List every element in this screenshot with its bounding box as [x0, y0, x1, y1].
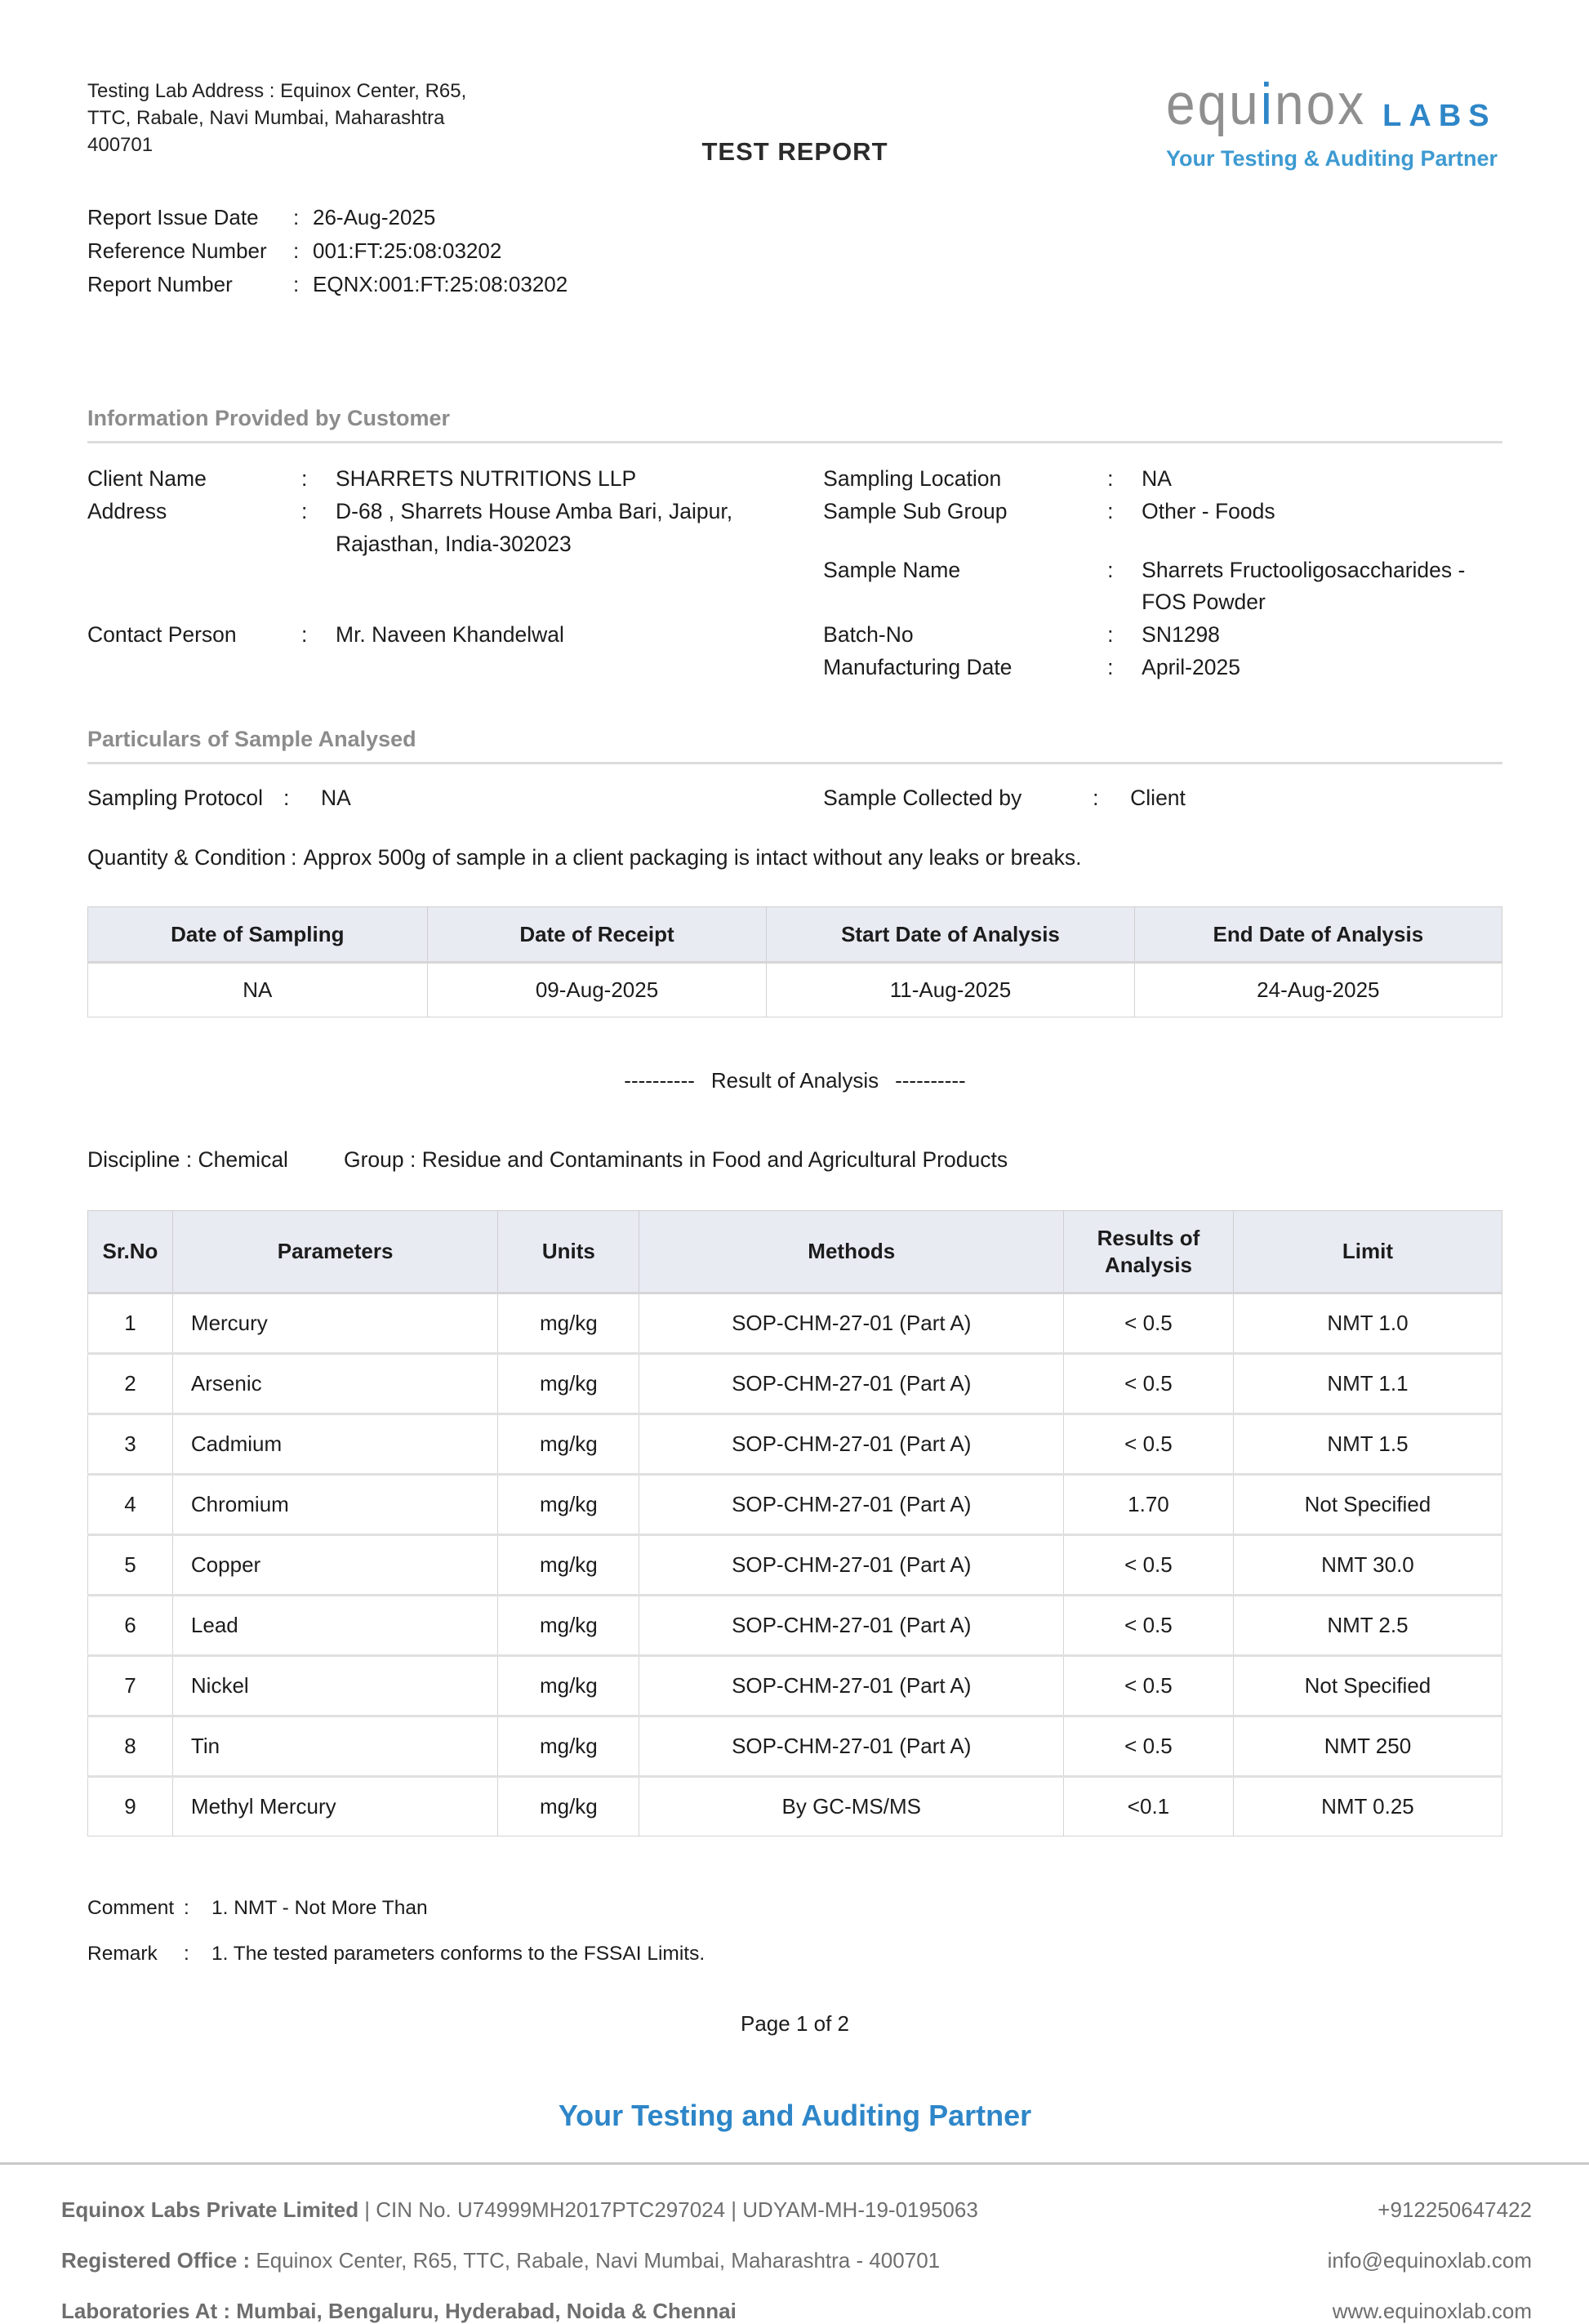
date-table-header-cell: Start Date of Analysis: [767, 906, 1134, 963]
meta-colon: :: [293, 238, 300, 264]
footer-row-office: [61, 2248, 1532, 2273]
cell-limit: NMT 1.1: [1233, 1354, 1502, 1414]
cell-result: < 0.5: [1064, 1293, 1234, 1354]
cell-srno: 5: [88, 1535, 173, 1596]
particulars-label: Sample Collected by: [823, 785, 1022, 810]
meta-colon: :: [293, 272, 300, 297]
section-title-customer-info: Information Provided by Customer: [87, 406, 1502, 443]
results-table-row: [88, 1535, 1502, 1596]
particulars-colon: :: [1093, 785, 1099, 810]
info-label: Address: [87, 498, 167, 523]
logo-wordmark: [1165, 71, 1498, 138]
customer-info-right-column: [823, 463, 1502, 684]
date-table-header-cell: Date of Sampling: [88, 906, 428, 963]
remark-text: 1. The tested parameters conforms to the FSSAI Limits.: [211, 1943, 705, 1966]
info-label: Sample Sub Group: [823, 498, 1008, 523]
reference-number-row: [87, 234, 1502, 268]
footer-email: info@equinoxlab.com: [1327, 2248, 1532, 2273]
meta-colon: :: [293, 205, 300, 229]
results-of-analysis-table: [87, 1210, 1502, 1836]
batch-no-row: [823, 619, 1502, 652]
cell-result: 1.70: [1064, 1475, 1234, 1535]
cell-units: mg/kg: [498, 1354, 639, 1414]
results-table-header-row: [88, 1211, 1502, 1293]
cell-units: mg/kg: [498, 1475, 639, 1535]
results-table-row: [88, 1656, 1502, 1716]
cell-limit: NMT 30.0: [1233, 1535, 1502, 1596]
results-table-row: [88, 1293, 1502, 1354]
footer-company-line: [61, 2197, 978, 2223]
remark-colon: :: [184, 1943, 189, 1966]
report-title: TEST REPORT: [701, 137, 888, 166]
cell-method: SOP-CHM-27-01 (Part A): [639, 1535, 1064, 1596]
sample-name-row: [823, 554, 1502, 620]
cell-result: < 0.5: [1064, 1414, 1234, 1475]
address-row: [87, 496, 823, 561]
cell-units: mg/kg: [498, 1656, 639, 1716]
particulars-colon: :: [283, 785, 290, 810]
cell-parameter: Mercury: [172, 1293, 497, 1354]
logo-tagline: Your Testing & Auditing Partner: [1165, 146, 1498, 171]
footer-company-name: Equinox Labs Private Limited: [61, 2197, 359, 2223]
cell-srno: 1: [88, 1293, 173, 1354]
results-table-row: [88, 1716, 1502, 1777]
results-header-cell: Methods: [639, 1211, 1064, 1293]
client-name-row: [87, 463, 823, 496]
cell-parameter: Lead: [172, 1596, 497, 1656]
info-value: Mr. Naveen Khandelwal: [336, 622, 564, 648]
report-number-row: [87, 268, 1502, 301]
cell-result: < 0.5: [1064, 1596, 1234, 1656]
group-text: Group : Residue and Contaminants in Food and Agricultural Products: [343, 1147, 1008, 1173]
footer-labs-line: [61, 2299, 737, 2324]
footer-website: www.equinoxlab.com: [1332, 2299, 1532, 2324]
footer-office-line: [61, 2248, 940, 2273]
info-value: Sharrets Fructooligosaccharides - FOS Powder: [1142, 557, 1466, 615]
results-table-row: [88, 1414, 1502, 1475]
footer-office-address: Equinox Center, R65, TTC, Rabale, Navi Mumbai, Maharashtra - 400701: [250, 2248, 941, 2273]
info-label: Contact Person: [87, 622, 237, 648]
info-colon: :: [1107, 466, 1114, 492]
section-title-particulars: Particulars of Sample Analysed: [87, 727, 1502, 764]
particulars-value: Client: [1130, 785, 1186, 810]
remark-label: Remark: [87, 1943, 158, 1966]
info-colon: :: [1107, 557, 1114, 582]
cell-method: SOP-CHM-27-01 (Part A): [639, 1596, 1064, 1656]
info-colon: :: [301, 466, 308, 492]
cell-parameter: Methyl Mercury: [172, 1777, 497, 1836]
comment-colon: :: [184, 1897, 189, 1920]
results-table-row: [88, 1596, 1502, 1656]
particulars-value: NA: [321, 785, 351, 810]
results-header-cell: Units: [498, 1211, 639, 1293]
info-colon: :: [301, 498, 308, 523]
results-table-row: [88, 1475, 1502, 1535]
info-colon: :: [1107, 622, 1114, 648]
cell-limit: Not Specified: [1233, 1475, 1502, 1535]
footer-row-company: [61, 2197, 1532, 2223]
results-table-row: [88, 1777, 1502, 1836]
cell-limit: NMT 1.5: [1233, 1414, 1502, 1475]
meta-label: Report Issue Date: [87, 205, 259, 229]
date-table-header-cell: End Date of Analysis: [1134, 906, 1502, 963]
footer-row-labs: [61, 2299, 1532, 2324]
results-header-cell: Parameters: [172, 1211, 497, 1293]
info-value: Other - Foods: [1142, 498, 1275, 523]
analysis-dates-table: [87, 906, 1502, 1018]
logo-labs-label: LABS: [1382, 99, 1497, 133]
sampling-protocol-pair: [87, 786, 823, 811]
footer: [0, 2165, 1589, 2324]
report-meta: [87, 201, 1502, 301]
lab-address-line: 400701: [87, 134, 154, 157]
contact-person-row: [87, 619, 823, 652]
sample-collected-pair: [823, 786, 1502, 811]
footer-company-ids: | CIN No. U74999MH2017PTC297024 | UDYAM-MH-19-0195063: [358, 2197, 978, 2223]
meta-value: 26-Aug-2025: [313, 205, 436, 229]
meta-label: Reference Number: [87, 238, 267, 264]
cell-result: < 0.5: [1064, 1656, 1234, 1716]
quantity-colon: :: [291, 844, 297, 870]
result-of-analysis-divider: [87, 1068, 1502, 1093]
cell-parameter: Chromium: [172, 1475, 497, 1535]
cell-result: < 0.5: [1064, 1716, 1234, 1777]
cell-srno: 9: [88, 1777, 173, 1836]
info-colon: :: [1107, 654, 1114, 679]
date-table-header-cell: Date of Receipt: [427, 906, 767, 963]
cell-units: mg/kg: [498, 1777, 639, 1836]
cell-srno: 4: [88, 1475, 173, 1535]
cell-srno: 8: [88, 1716, 173, 1777]
cell-units: mg/kg: [498, 1535, 639, 1596]
equinox-labs-logo: [1165, 71, 1502, 171]
info-value: D-68 , Sharrets House Amba Bari, Jaipur, Rajasthan, India-302023: [336, 498, 733, 556]
cell-srno: 7: [88, 1656, 173, 1716]
footer-labs-list: Laboratories At : Mumbai, Bengaluru, Hyderabad, Noida & Chennai: [61, 2299, 737, 2324]
info-label: Batch-No: [823, 622, 914, 648]
quantity-condition-row: [87, 845, 1502, 870]
manufacturing-date-row: [823, 652, 1502, 684]
cell-result: < 0.5: [1064, 1354, 1234, 1414]
info-value: SN1298: [1142, 622, 1220, 648]
cell-units: mg/kg: [498, 1596, 639, 1656]
results-table-row: [88, 1354, 1502, 1414]
particulars-label: Sampling Protocol: [87, 785, 264, 810]
cell-result: <0.1: [1064, 1777, 1234, 1836]
cell-method: SOP-CHM-27-01 (Part A): [639, 1293, 1064, 1354]
meta-value: EQNX:001:FT:25:08:03202: [313, 272, 568, 297]
cell-limit: NMT 250: [1233, 1716, 1502, 1777]
cell-units: mg/kg: [498, 1414, 639, 1475]
info-label: Client Name: [87, 466, 207, 492]
quantity-label: Quantity & Condition: [87, 844, 287, 870]
remark-row: [87, 1943, 1502, 1966]
cell-srno: 6: [88, 1596, 173, 1656]
meta-value: 001:FT:25:08:03202: [313, 238, 502, 264]
date-table-header-row: [88, 906, 1502, 963]
comment-text: 1. NMT - Not More Than: [211, 1897, 428, 1920]
page-number: Page 1 of 2: [741, 2011, 849, 2037]
logo-word-i: i: [1260, 71, 1275, 137]
cell-parameter: Nickel: [172, 1656, 497, 1716]
cell-result: < 0.5: [1064, 1535, 1234, 1596]
date-table-cell: 24-Aug-2025: [1134, 963, 1502, 1017]
cell-parameter: Arsenic: [172, 1354, 497, 1414]
cell-units: mg/kg: [498, 1293, 639, 1354]
discipline-text: Discipline : Chemical: [87, 1147, 288, 1173]
cell-units: mg/kg: [498, 1716, 639, 1777]
cell-method: SOP-CHM-27-01 (Part A): [639, 1656, 1064, 1716]
info-colon: :: [1107, 498, 1114, 523]
sample-sub-group-row: [823, 496, 1502, 528]
info-colon: :: [301, 622, 308, 648]
lab-address: [87, 78, 466, 158]
info-label: Manufacturing Date: [823, 654, 1013, 679]
lab-address-line: TTC, Rabale, Navi Mumbai, Maharashtra: [87, 107, 445, 130]
divider-dashes-right: ----------: [895, 1068, 966, 1093]
customer-info-left-column: [87, 463, 823, 684]
cell-limit: NMT 1.0: [1233, 1293, 1502, 1354]
info-value: April-2025: [1142, 654, 1240, 679]
divider-dashes-left: ----------: [624, 1068, 695, 1093]
discipline-group-line: [87, 1147, 1502, 1173]
quantity-value: Approx 500g of sample in a client packaging is intact without any leaks or breaks.: [303, 844, 1082, 870]
report-issue-date-row: [87, 201, 1502, 234]
date-table-data-row: [88, 963, 1502, 1017]
sampling-protocol-row: [87, 786, 1502, 811]
footer-phone: +912250647422: [1378, 2197, 1532, 2223]
cell-method: By GC-MS/MS: [639, 1777, 1064, 1836]
cell-limit: NMT 0.25: [1233, 1777, 1502, 1836]
cell-method: SOP-CHM-27-01 (Part A): [639, 1354, 1064, 1414]
comment-row: [87, 1897, 1502, 1920]
date-table-cell: NA: [88, 963, 428, 1017]
info-value: SHARRETS NUTRITIONS LLP: [336, 466, 637, 492]
date-table-cell: 11-Aug-2025: [767, 963, 1134, 1017]
results-header-cell: Results of Analysis: [1064, 1211, 1234, 1293]
logo-word-part1: equ: [1165, 71, 1261, 137]
cell-method: SOP-CHM-27-01 (Part A): [639, 1414, 1064, 1475]
customer-info-grid: [87, 463, 1502, 684]
sampling-location-row: [823, 463, 1502, 496]
cell-parameter: Copper: [172, 1535, 497, 1596]
meta-label: Report Number: [87, 272, 233, 297]
cell-limit: Not Specified: [1233, 1656, 1502, 1716]
cell-srno: 3: [88, 1414, 173, 1475]
date-table-cell: 09-Aug-2025: [427, 963, 767, 1017]
footer-heading: Your Testing and Auditing Partner: [558, 2099, 1032, 2133]
cell-method: SOP-CHM-27-01 (Part A): [639, 1475, 1064, 1535]
lab-address-line: Testing Lab Address : Equinox Center, R65,: [87, 80, 467, 102]
results-header-cell: Limit: [1233, 1211, 1502, 1293]
footer-office-label: Registered Office :: [61, 2248, 251, 2273]
logo-word-part2: nox: [1274, 71, 1367, 137]
cell-method: SOP-CHM-27-01 (Part A): [639, 1716, 1064, 1777]
comment-label: Comment: [87, 1897, 175, 1920]
info-label: Sampling Location: [823, 466, 1002, 492]
cell-parameter: Tin: [172, 1716, 497, 1777]
cell-limit: NMT 2.5: [1233, 1596, 1502, 1656]
cell-parameter: Cadmium: [172, 1414, 497, 1475]
results-header-cell: Sr.No: [88, 1211, 173, 1293]
divider-text: Result of Analysis: [710, 1068, 879, 1093]
cell-srno: 2: [88, 1354, 173, 1414]
info-value: NA: [1142, 466, 1172, 492]
info-label: Sample Name: [823, 557, 961, 582]
logo-word-equinox: [1166, 70, 1366, 138]
